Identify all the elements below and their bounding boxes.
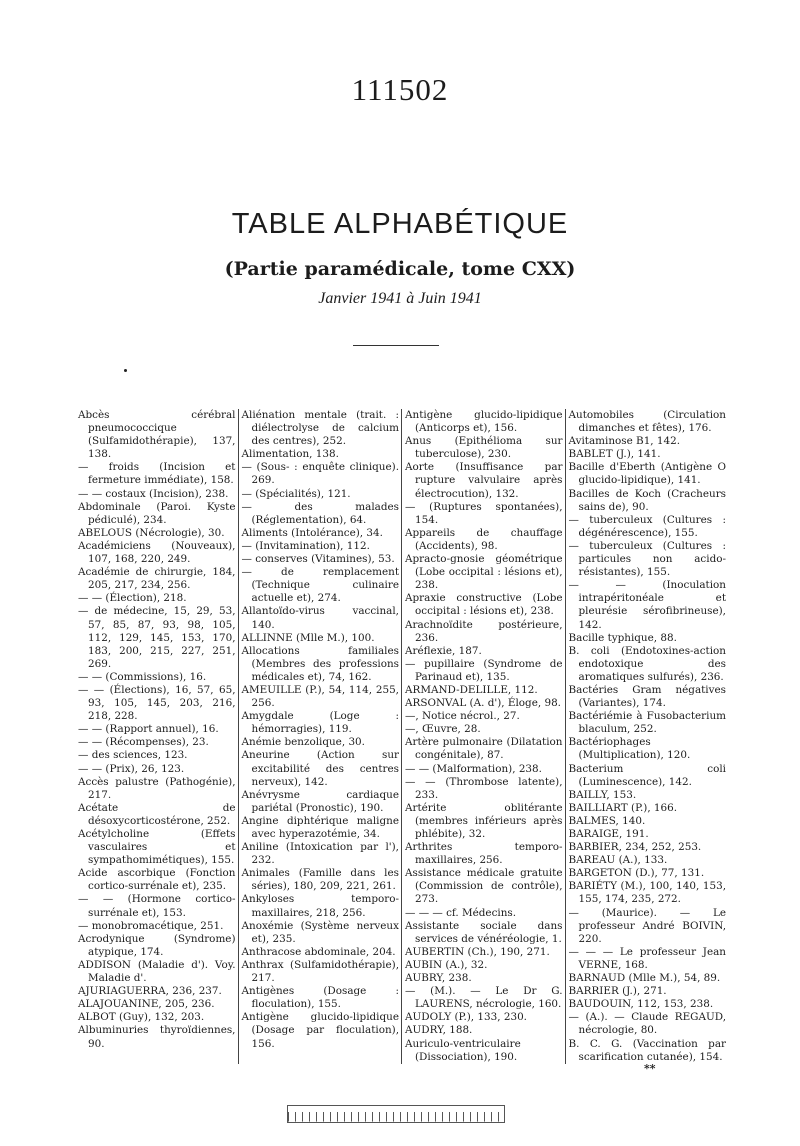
index-entry: BAILLIART (P.), 166. bbox=[568, 801, 678, 814]
date-range: Janvier 1941 à Juin 1941 bbox=[318, 290, 482, 307]
index-entry: ARMAND-DELILLE, 112. bbox=[405, 683, 538, 696]
index-entry: — — (Thrombose latente), 233. bbox=[405, 775, 563, 801]
index-entry: — — — Le professeur Jean VERNE, 168. bbox=[568, 945, 726, 971]
index-entry: Acide ascorbique (Fonction cortico-surrénale et), 235. bbox=[78, 867, 236, 893]
index-entry: Allantoïdo-virus vaccinal, 140. bbox=[241, 605, 399, 631]
index-entry: Appareils de chauffage (Accidents), 98. bbox=[405, 526, 563, 552]
index-entry: AUDOLY (P.), 133, 230. bbox=[405, 1011, 527, 1024]
index-entry: — — (Rapport annuel), 16. bbox=[78, 723, 219, 736]
index-entry: ALAJOUANINE, 205, 236. bbox=[78, 998, 215, 1011]
index-entry: Acétylcholine (Effets vasculaires et sympathomimétiques), 155. bbox=[78, 828, 236, 867]
index-entry: Arthrites temporo-maxillaires, 256. bbox=[405, 841, 563, 867]
index-entry: — — (Malformation), 238. bbox=[405, 762, 542, 775]
index-entry: Antigène glucido-lipidique (Dosage par floculation), 156. bbox=[241, 1011, 399, 1050]
index-entry: Abdominale (Paroi. Kyste pédiculé), 234. bbox=[78, 500, 236, 526]
index-entry: — — (Commissions), 16. bbox=[78, 670, 207, 683]
index-entry: — froids (Incision et fermeture immédiate), 158. bbox=[78, 461, 236, 487]
index-entry: Apracto-gnosie géométrique (Lobe occipital : lésions et), 238. bbox=[405, 553, 563, 592]
index-entry: Automobiles (Circulation dimanches et fêtes), 176. bbox=[568, 409, 726, 435]
index-column-3 bbox=[401, 409, 565, 1064]
index-entry: — des malades (Réglementation), 64. bbox=[241, 500, 399, 526]
index-entry: —, Œuvre, 28. bbox=[405, 723, 481, 736]
index-entry: Aorte (Insuffisance par rupture valvulaire après électrocution), 132. bbox=[405, 461, 563, 500]
index-entry: BARIÉTY (M.), 100, 140, 153, 155, 174, 235, 272. bbox=[568, 880, 726, 906]
index-entry: Alimentation, 138. bbox=[241, 448, 339, 461]
index-entry: — — (Récompenses), 23. bbox=[78, 736, 209, 749]
index-entry: Aliénation mentale (trait. : diélectrolyse de calcium des centres), 252. bbox=[241, 409, 399, 448]
index-entry: — — (Élection), 218. bbox=[78, 592, 187, 605]
index-entry: — (Maurice). — Le professeur André BOIVIN, 220. bbox=[568, 906, 726, 945]
index-entry: Abcès cérébral pneumococcique (Sulfamidothérapie), 137, 138. bbox=[78, 409, 236, 461]
index-entry: Assistante sociale dans services de vénéréologie, 1. bbox=[405, 919, 563, 945]
index-entry: Anthrax (Sulfamidothérapie), 217. bbox=[241, 958, 399, 985]
page-title: TABLE ALPHABÉTIQUE bbox=[231, 208, 569, 240]
index-entry: BARAIGE, 191. bbox=[568, 828, 649, 840]
index-entry: ALBOT (Guy), 132, 203. bbox=[78, 1011, 205, 1024]
index-entry: Ankyloses temporo-maxillaires, 218, 256. bbox=[241, 893, 399, 919]
index-entry: — conserves (Vitamines), 53. bbox=[241, 553, 395, 566]
index-entry: Aneurine (Action sur excitabilité des centres nerveux), 142. bbox=[241, 749, 399, 788]
index-entry: BABLET (J.), 141. bbox=[568, 448, 661, 461]
index-entry: Animales (Famille dans les séries), 180, 209, 221, 261. bbox=[241, 867, 399, 893]
index-entry: Avitaminose B1, 142. bbox=[568, 435, 681, 448]
index-entry: ARSONVAL (A. d'), Éloge, 98. bbox=[405, 697, 561, 710]
index-entry: AJURIAGUERRA, 236, 237. bbox=[78, 985, 222, 998]
index-entry: Bactériémie à Fusobacterium blaculum, 252. bbox=[568, 710, 726, 736]
index-entry: Artère pulmonaire (Dilatation congénitale), 87. bbox=[405, 736, 563, 762]
index-entry: — — (Inoculation intrapéritonéale et pleurésie sérofibrineuse), 142. bbox=[568, 579, 726, 631]
index-entry: Académiciens (Nouveaux), 107, 168, 220, 249. bbox=[78, 539, 236, 566]
index-entry: BAILLY, 153. bbox=[568, 788, 637, 801]
index-entry: Apraxie constructive (Lobe occipital : lésions et), 238. bbox=[405, 592, 563, 618]
index-entry: —, Notice nécrol., 27. bbox=[405, 710, 520, 723]
index-entry: BARNAUD (Mlle M.), 54, 89. bbox=[568, 972, 721, 985]
index-entry: Bacille typhique, 88. bbox=[568, 631, 677, 644]
index-entry: B. C. G. (Vaccination par scarification cutanée), 154. bbox=[568, 1037, 726, 1063]
index-entry: Antigènes (Dosage : floculation), 155. bbox=[241, 985, 399, 1011]
index-column-4 bbox=[565, 409, 729, 1064]
index-entry: ALLINNE (Mlle M.), 100. bbox=[241, 631, 375, 644]
index-entry: Artérite oblitérante (membres inférieurs après phlébite), 32. bbox=[405, 801, 563, 840]
index-column-2 bbox=[238, 409, 402, 1064]
stray-dot bbox=[124, 369, 127, 372]
index-entry: — des sciences, 123. bbox=[78, 749, 188, 762]
index-entry: Bacille d'Eberth (Antigène O glucido-lipidique), 141. bbox=[568, 461, 726, 487]
index-entry: Antigène glucido-lipidique (Anticorps et), 156. bbox=[405, 409, 563, 435]
index-entry: ADDISON (Maladie d'). Voy. Maladie d'. bbox=[78, 958, 236, 985]
index-entry: Amygdale (Loge : hémorragies), 119. bbox=[241, 710, 399, 736]
index-entry: — (Spécialités), 121. bbox=[241, 487, 351, 500]
index-entry: — — (Élections), 16, 57, 65, 93, 105, 145, 203, 216, 218, 228. bbox=[78, 683, 236, 723]
index-entry: Anévrysme cardiaque pariétal (Pronostic), 190. bbox=[241, 788, 399, 814]
index-entry: Bactériophages (Multiplication), 120. bbox=[568, 736, 691, 762]
index-entry: — (M.). — Le Dr G. LAURENS, nécrologie, 160. bbox=[405, 985, 563, 1011]
index-entry: — — (Hormone cortico-surrénale et), 153. bbox=[78, 893, 236, 919]
index-entry: Allocations familiales (Membres des professions médicales et), 74, 162. bbox=[241, 644, 399, 683]
index-entry: AUBRY, 238. bbox=[405, 972, 472, 985]
index-entry: Aréflexie, 187. bbox=[405, 644, 482, 657]
index-entry: ABELOUS (Nécrologie), 30. bbox=[78, 526, 225, 539]
index-column-1 bbox=[78, 409, 238, 1064]
index-entry: BAUDOUIN, 112, 153, 238. bbox=[568, 998, 714, 1011]
index-entry: AUBERTIN (Ch.), 190, 271. bbox=[405, 945, 550, 958]
index-entry: — (A.). — Claude REGAUD, nécrologie, 80. bbox=[568, 1011, 726, 1037]
index-entry: Anthracose abdominale, 204. bbox=[241, 945, 396, 958]
index-entry: Acrodynique (Syndrome) atypique, 174. bbox=[78, 932, 236, 958]
end-mark: ** bbox=[644, 1062, 656, 1075]
index-entry: Anémie benzolique, 30. bbox=[241, 736, 365, 749]
page-subtitle: (Partie paramédicale, tome CXX) bbox=[224, 258, 576, 280]
index-entry: AUDRY, 188. bbox=[405, 1024, 473, 1037]
index-entry: Aliments (Intolérance), 34. bbox=[241, 526, 383, 539]
index-entry: — monobromacétique, 251. bbox=[78, 919, 224, 932]
title-divider bbox=[353, 345, 439, 346]
index-entry: — — (Prix), 26, 123. bbox=[78, 762, 185, 775]
index-entry: Acétate de désoxycorticostérone, 252. bbox=[78, 801, 236, 827]
index-entry: Bacilles de Koch (Cracheurs sains de), 90. bbox=[568, 487, 726, 513]
scale-ruler bbox=[287, 1105, 505, 1123]
index-entry: Auriculo-ventriculaire (Dissociation), 190. bbox=[405, 1037, 521, 1063]
index-entry: AUBIN (A.), 32. bbox=[405, 958, 488, 971]
index-entry: Assistance médicale gratuite (Commission de contrôle), 273. bbox=[405, 867, 563, 906]
index-entry: — (Sous- : enquête clinique). 269. bbox=[241, 461, 399, 487]
index-entry: Anoxémie (Système nerveux et), 235. bbox=[241, 919, 399, 945]
index-entry: Académie de chirurgie, 184, 205, 217, 234, 256. bbox=[78, 566, 236, 592]
index-entry: B. coli (Endotoxines-action endotoxique des aromatiques sulfurés), 236. bbox=[568, 644, 726, 683]
index-entry: Accès palustre (Pathogénie), 217. bbox=[78, 775, 236, 801]
index-entry: Bactéries Gram négatives (Variantes), 174. bbox=[568, 683, 726, 710]
index-entry: — (Ruptures spontanées), 154. bbox=[405, 500, 563, 526]
index-entry: — — costaux (Incision), 238. bbox=[78, 487, 229, 500]
index-entry: BARRIER (J.), 271. bbox=[568, 985, 667, 998]
index-entry: Anus (Epithélioma sur tuberculose), 230. bbox=[405, 435, 563, 461]
stamp-number: 111502 bbox=[351, 72, 449, 107]
index-entry: BARBIER, 234, 252, 253. bbox=[568, 841, 702, 854]
index-entry: — de médecine, 15, 29, 53, 57, 85, 87, 93, 98, 105, 112, 129, 145, 153, 170, 183, 200, 215, 227, 251, 269. bbox=[78, 605, 236, 670]
index-entry: Bacterium coli (Luminescence), 142. bbox=[568, 762, 726, 788]
index-entry: — de remplacement (Technique culinaire actuelle et), 274. bbox=[241, 566, 399, 605]
index-entry: BAREAU (A.), 133. bbox=[568, 854, 668, 867]
index-entry: — pupillaire (Syndrome de Parinaud et), 135. bbox=[405, 657, 563, 683]
index-entry: — tuberculeux (Cultures : dégénérescence), 155. bbox=[568, 513, 726, 539]
index-entry: AMEUILLE (P.), 54, 114, 255, 256. bbox=[241, 683, 399, 710]
index-entry: — tuberculeux (Cultures : particules non acido-résistantes), 155. bbox=[568, 539, 726, 579]
index-entry: — (Invitamination), 112. bbox=[241, 539, 370, 552]
index-columns bbox=[78, 409, 728, 1064]
index-entry: — — — cf. Médecins. bbox=[405, 906, 517, 919]
index-entry: Angine diphtérique maligne avec hyperazotémie, 34. bbox=[241, 814, 399, 840]
index-entry: BARGETON (D.), 77, 131. bbox=[568, 867, 705, 880]
index-entry: Albuminuries thyroïdiennes, 90. bbox=[78, 1024, 236, 1050]
index-entry: Aniline (Intoxication par l'), 232. bbox=[241, 841, 399, 867]
index-entry: Arachnoïdite postérieure, 236. bbox=[405, 618, 563, 644]
index-entry: BALMES, 140. bbox=[568, 814, 646, 827]
